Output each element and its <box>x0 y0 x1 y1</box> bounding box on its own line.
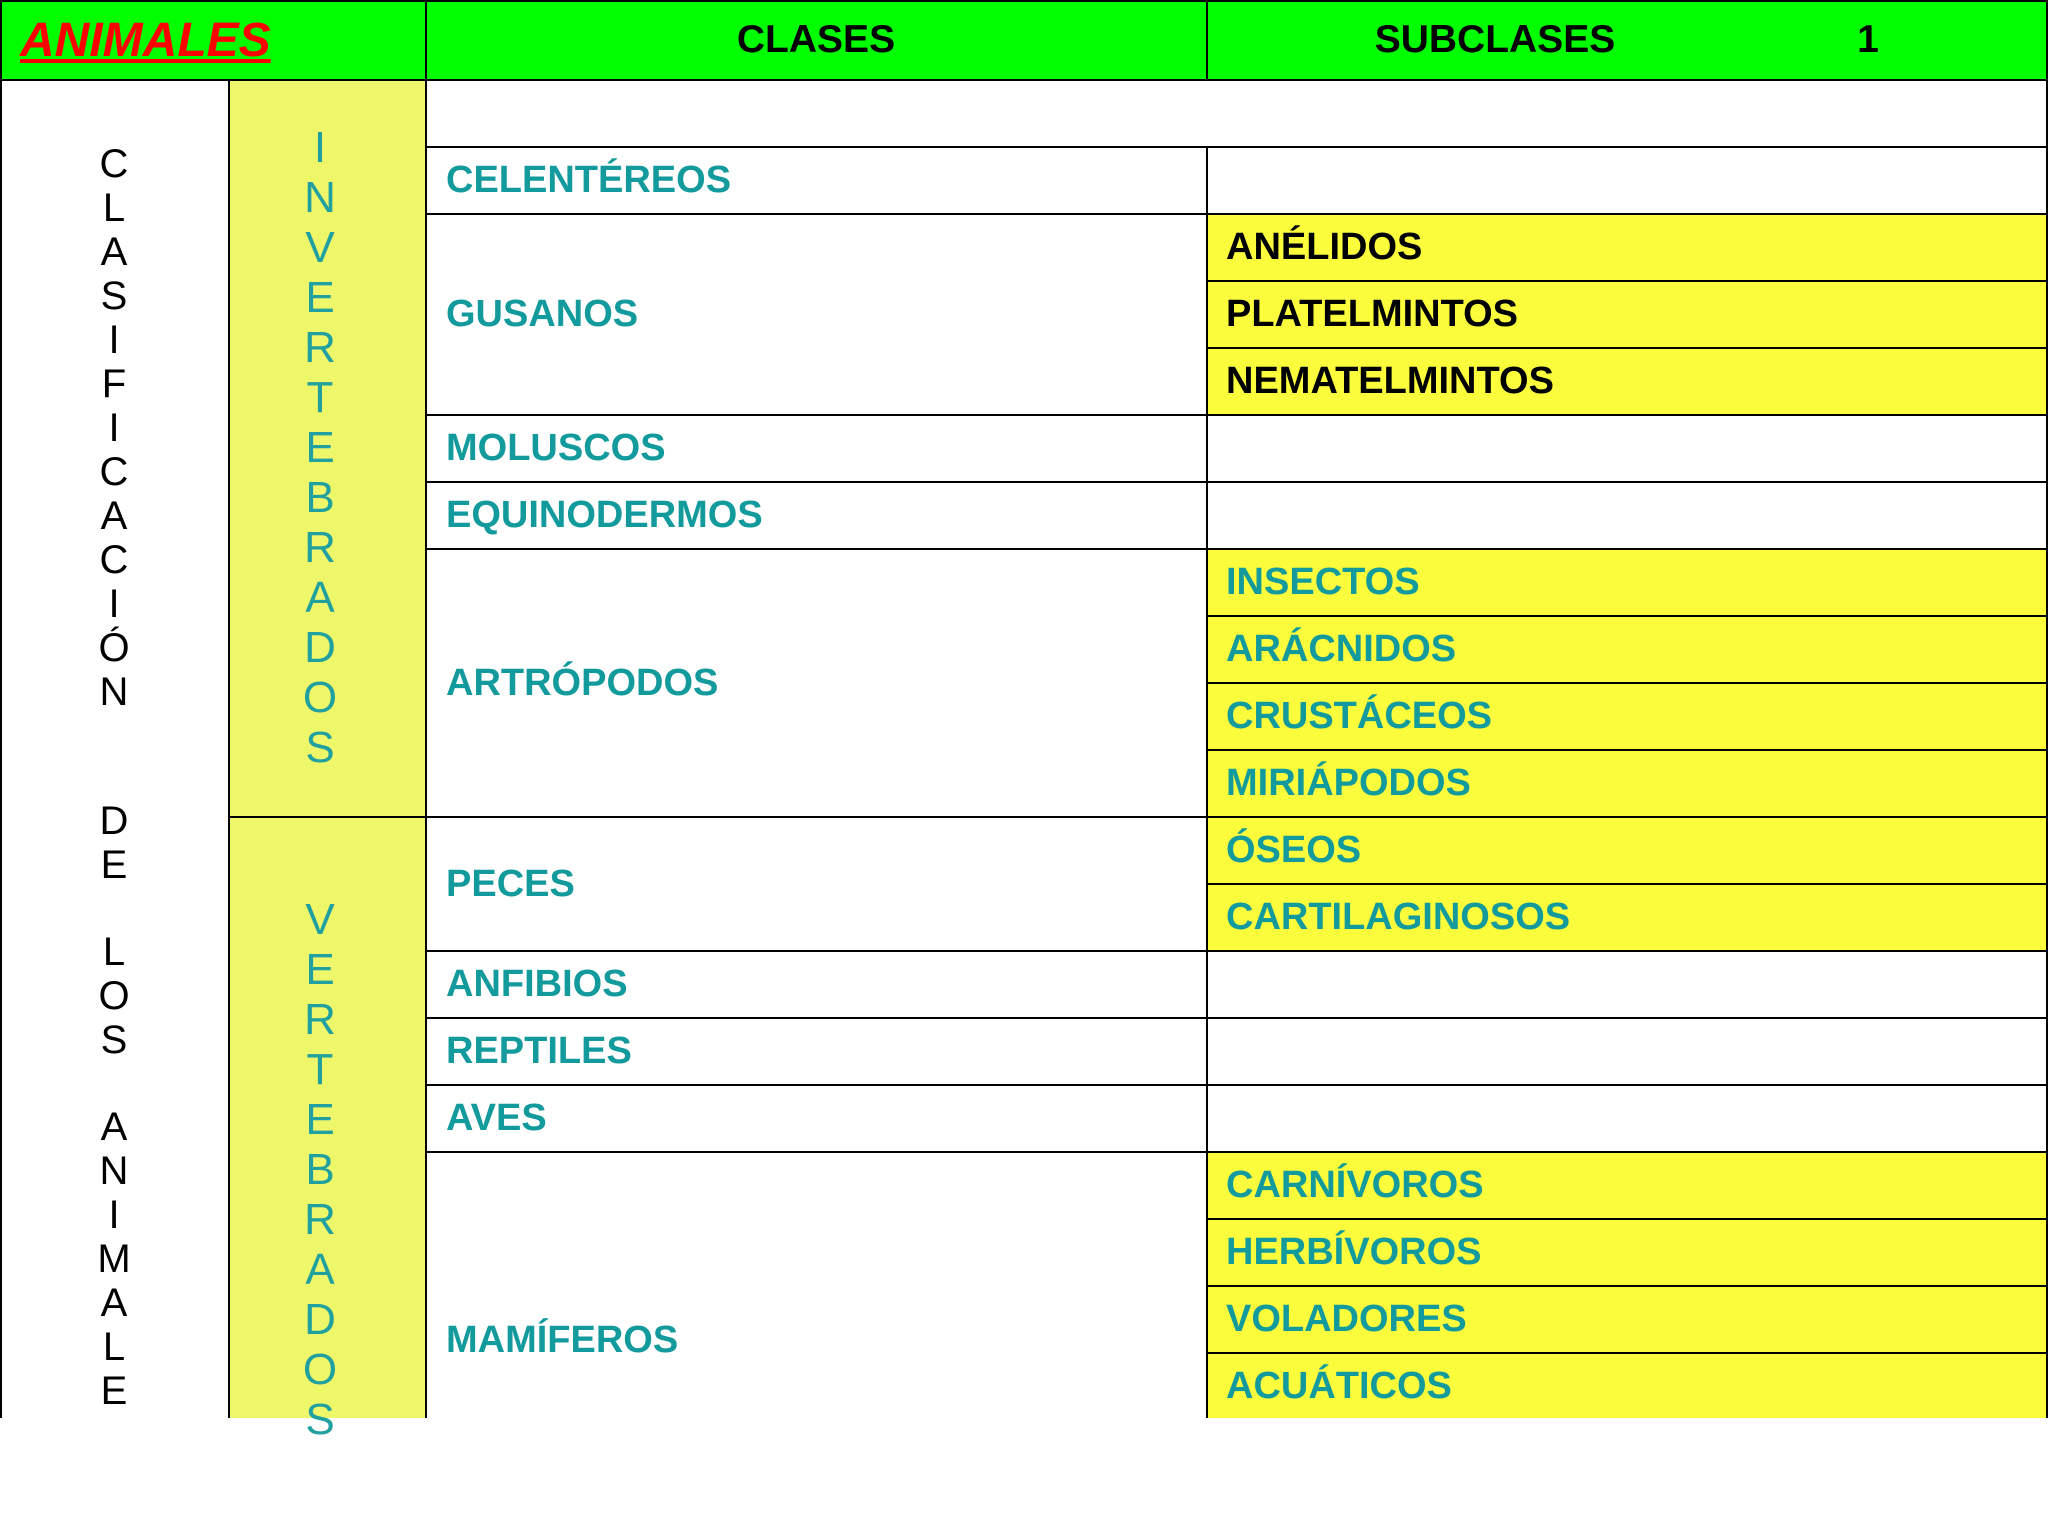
grid-line <box>0 0 2 1418</box>
vertical-letter: A <box>100 1105 128 1149</box>
vertical-letter: O <box>302 1345 338 1394</box>
vertical-letter: R <box>304 995 336 1044</box>
class-moluscos: MOLUSCOS <box>446 427 666 469</box>
subclass-carnivoros: CARNÍVOROS <box>1226 1164 1484 1206</box>
grid-line <box>426 1017 2048 1019</box>
vertical-letter: N <box>99 1149 129 1193</box>
vertical-letter: M <box>97 1237 131 1281</box>
vertical-letter: D <box>304 623 336 672</box>
vertical-letter: E <box>305 273 335 322</box>
class-aves: AVES <box>446 1097 547 1139</box>
vertical-letter: I <box>108 318 120 362</box>
class-anfibios: ANFIBIOS <box>446 963 628 1005</box>
class-peces: PECES <box>446 862 575 905</box>
subclass-platelmintos: PLATELMINTOS <box>1226 293 1519 335</box>
vertical-letter: D <box>304 1295 336 1344</box>
vertical-letter: E <box>305 945 335 994</box>
vertical-letter: V <box>305 223 335 272</box>
grid-line <box>1206 146 1208 1418</box>
vertical-letter: V <box>305 895 335 944</box>
vertical-letter: E <box>100 843 128 887</box>
vertical-letter: R <box>304 323 336 372</box>
vertical-letter: C <box>99 450 129 494</box>
group-label-vertebrados <box>298 895 342 1445</box>
vertical-letter: S <box>100 1018 128 1062</box>
vertical-letter: I <box>108 582 120 626</box>
vertical-letter: B <box>305 473 335 522</box>
side-label-clasificacion <box>92 142 136 714</box>
vertical-letter: D <box>99 799 129 843</box>
vertical-letter: A <box>100 1281 128 1325</box>
table-title: ANIMALES <box>20 13 271 67</box>
vertical-letter: A <box>305 573 335 622</box>
group-label-invertebrados <box>298 123 342 773</box>
subclass-aracnidos: ARÁCNIDOS <box>1226 628 1457 670</box>
vertical-letter: F <box>101 362 127 406</box>
grid-line <box>1206 0 1208 80</box>
vertical-letter: A <box>100 494 128 538</box>
side-label-de <box>92 799 136 887</box>
vertical-letter: S <box>100 274 128 318</box>
vertical-letter: C <box>99 142 129 186</box>
vertical-letter: S <box>305 1395 335 1444</box>
subclass-cartilaginosos: CARTILAGINOSOS <box>1226 896 1571 938</box>
class-mamiferos: MAMÍFEROS <box>446 1318 679 1361</box>
vertical-letter: L <box>102 1325 126 1369</box>
class-artropodos: ARTRÓPODOS <box>446 661 719 704</box>
vertical-letter: R <box>304 1195 336 1244</box>
vertical-letter: B <box>305 1145 335 1194</box>
subclass-nematelmintos: NEMATELMINTOS <box>1226 360 1554 402</box>
vertical-letter: C <box>99 538 129 582</box>
grid-line <box>426 1084 2048 1086</box>
subclass-crustaceos: CRUSTÁCEOS <box>1226 695 1493 737</box>
grid-line <box>0 79 2048 81</box>
subclass-acuaticos: ACUÁTICOS <box>1226 1365 1452 1407</box>
subclass-herbivoros: HERBÍVOROS <box>1226 1231 1482 1273</box>
vertical-letter: L <box>102 186 126 230</box>
grid-line <box>0 0 2048 2</box>
vertical-letter: A <box>100 230 128 274</box>
vertical-letter: T <box>306 1045 334 1094</box>
vertical-letter: L <box>102 930 126 974</box>
vertical-letter: O <box>302 673 338 722</box>
subclass-oseos: ÓSEOS <box>1226 829 1362 871</box>
vertical-letter: E <box>305 1095 335 1144</box>
vertical-letter: I <box>108 1193 120 1237</box>
column-header-subclases: SUBCLASES <box>1374 18 1616 61</box>
side-label-animales <box>92 1105 136 1413</box>
subclass-miriapodos: MIRIÁPODOS <box>1226 762 1471 804</box>
class-celentereos: CELENTÉREOS <box>446 159 732 201</box>
column-header-clases: CLASES <box>736 18 896 61</box>
class-reptiles: REPTILES <box>446 1030 632 1072</box>
vertical-letter: N <box>304 173 336 222</box>
vertical-letter: A <box>305 1245 335 1294</box>
vertical-letter: N <box>99 670 129 714</box>
class-equinodermos: EQUINODERMOS <box>446 494 763 536</box>
subclass-voladores: VOLADORES <box>1226 1298 1467 1340</box>
side-label-los <box>92 930 136 1062</box>
subclass-insectos: INSECTOS <box>1226 561 1420 603</box>
vertical-letter: R <box>304 523 336 572</box>
vertical-letter: I <box>313 123 327 172</box>
vertical-letter: T <box>306 373 334 422</box>
class-gusanos: GUSANOS <box>446 293 639 335</box>
grid-line <box>228 80 230 1418</box>
vertical-letter: E <box>100 1369 128 1413</box>
vertical-letter: I <box>108 406 120 450</box>
vertical-letter: Ó <box>98 626 130 670</box>
subclass-anelidos: ANÉLIDOS <box>1226 226 1423 268</box>
vertical-letter: S <box>305 723 335 772</box>
page-number: 1 <box>1857 18 1879 61</box>
vertical-letter: E <box>305 423 335 472</box>
vertical-letter: O <box>98 974 130 1018</box>
